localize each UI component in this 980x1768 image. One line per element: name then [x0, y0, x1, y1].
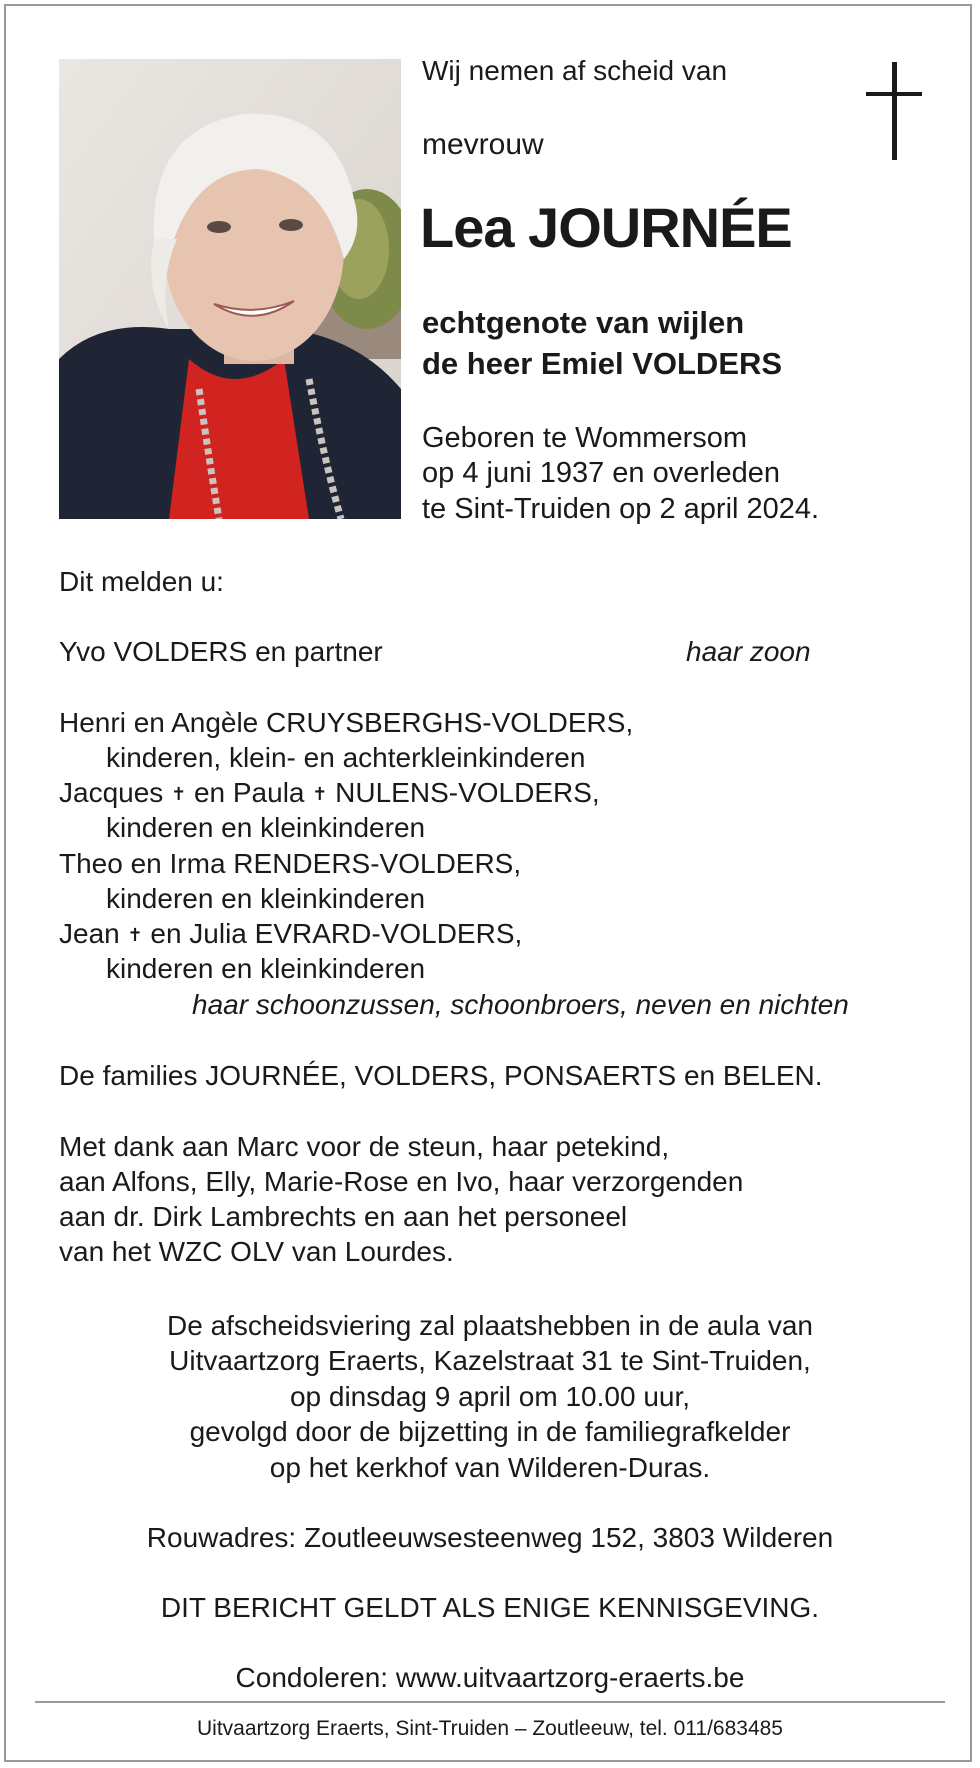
- birth-line-3: te Sint-Truiden op 2 april 2024.: [422, 493, 820, 525]
- family-line-1: Henri en Angèle CRUYSBERGHS-VOLDERS,: [59, 707, 634, 738]
- birth-line-1: Geboren te Wommersom: [422, 422, 748, 454]
- thanks-line-1: Met dank aan Marc voor de steun, haar petekind,: [59, 1131, 670, 1162]
- announce-text: Dit melden u:: [59, 566, 224, 597]
- son-relation: haar zoon: [686, 636, 811, 667]
- ceremony-line-1: De afscheidsviering zal plaatshebben in de aula van: [167, 1310, 813, 1341]
- condolences-link[interactable]: Condoleren: www.uitvaartzorg-eraerts.be: [235, 1662, 745, 1693]
- thanks-line-4: van het WZC OLV van Lourdes.: [59, 1236, 454, 1267]
- family-line-2-sub: kinderen en kleinkinderen: [106, 812, 426, 843]
- portrait-photo: [59, 59, 401, 519]
- family-line-4-sub: kinderen en kleinkinderen: [106, 953, 426, 984]
- intro-text: Wij nemen af scheid van: [422, 55, 728, 86]
- cross-symbol: [866, 62, 922, 160]
- dagger-icon: ✝: [127, 925, 143, 945]
- footer-text: Uitvaartzorg Eraerts, Sint-Truiden – Zoutleeuw, tel. 011/683485: [197, 1717, 783, 1740]
- deceased-name: Lea JOURNÉE: [420, 196, 792, 259]
- spouse-line-2: de heer Emiel VOLDERS: [422, 346, 783, 381]
- ceremony-line-2: Uitvaartzorg Eraerts, Kazelstraat 31 te Sint-Truiden,: [169, 1345, 811, 1376]
- son-name: Yvo VOLDERS en partner: [59, 636, 383, 667]
- thanks-line-3: aan dr. Dirk Lambrechts en aan het personeel: [59, 1201, 628, 1232]
- birth-line-2: op 4 juni 1937 en overleden: [422, 457, 780, 489]
- ceremony-line-3: op dinsdag 9 april om 10.00 uur,: [289, 1381, 691, 1412]
- family-line-1-sub: kinderen, klein- en achterkleinkinderen: [106, 742, 586, 773]
- ceremony-line-5: op het kerkhof van Wilderen-Duras.: [269, 1452, 711, 1483]
- families-line: De families JOURNÉE, VOLDERS, PONSAERTS en BELEN.: [59, 1060, 823, 1091]
- family-line-3-sub: kinderen en kleinkinderen: [106, 883, 426, 914]
- in-laws-line: haar schoonzussen, schoonbroers, neven en nichten: [192, 989, 849, 1020]
- family-line-2: Jacques ✝ en Paula ✝ NULENS-VOLDERS,: [59, 777, 600, 808]
- ceremony-line-4: gevolgd door de bijzetting in de familiegrafkelder: [189, 1416, 791, 1447]
- title-word: mevrouw: [422, 128, 544, 161]
- family-line-4: Jean ✝ en Julia EVRARD-VOLDERS,: [59, 918, 523, 949]
- dagger-icon: ✝: [312, 784, 328, 804]
- footer-divider: [35, 1701, 945, 1703]
- mourning-address: Rouwadres: Zoutleeuwsesteenweg 152, 3803 Wilderen: [146, 1522, 834, 1553]
- spouse-line-1: echtgenote van wijlen: [422, 305, 745, 340]
- notice-line: DIT BERICHT GELDT ALS ENIGE KENNISGEVING.: [160, 1592, 820, 1623]
- family-line-3: Theo en Irma RENDERS-VOLDERS,: [59, 848, 522, 879]
- thanks-line-2: aan Alfons, Elly, Marie-Rose en Ivo, haar verzorgenden: [59, 1166, 744, 1197]
- dagger-icon: ✝: [171, 784, 187, 804]
